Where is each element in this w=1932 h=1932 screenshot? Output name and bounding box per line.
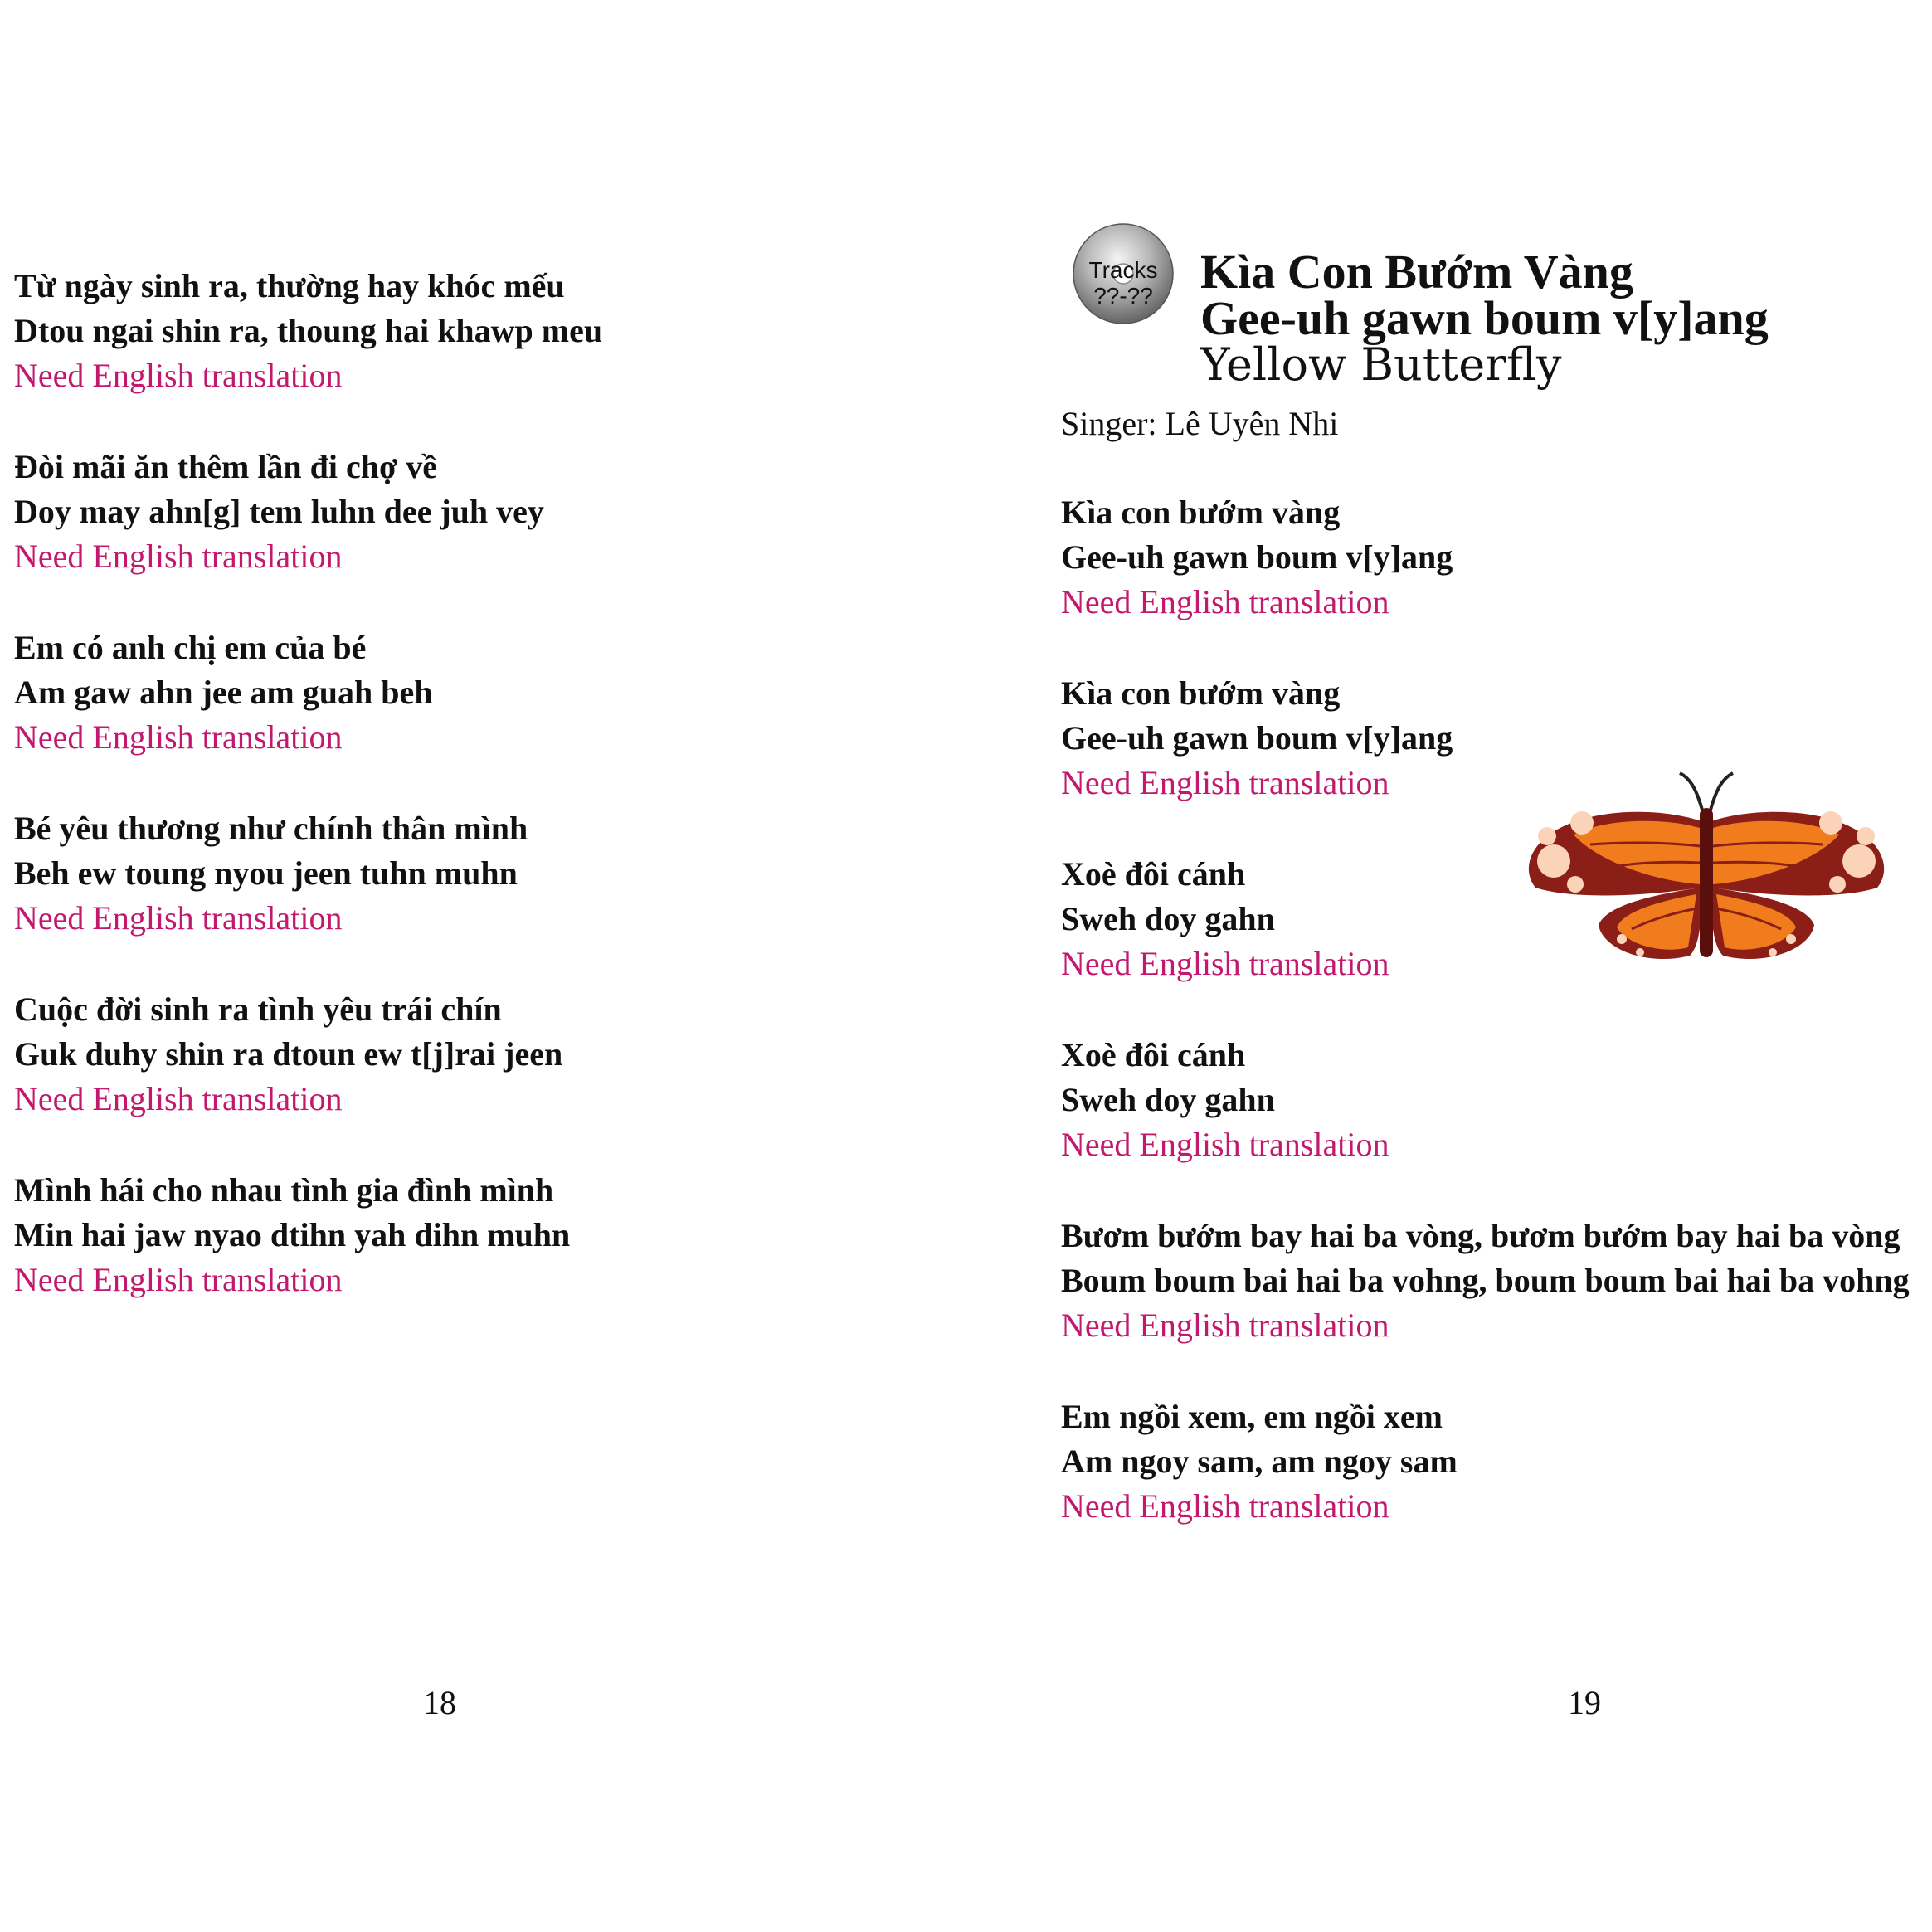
- lyric-stanza: [14, 445, 544, 579]
- translation-line: Need English translation: [1061, 583, 1389, 620]
- translation-line: Need English translation: [1061, 1307, 1389, 1344]
- vietnamese-line: Kìa con bướm vàng: [1061, 494, 1341, 531]
- track-number: ??-??: [1093, 283, 1153, 309]
- song-title-block: [1200, 245, 1769, 391]
- phonetic-line: Beh ew toung nyou jeen tuhn muhn: [14, 854, 518, 892]
- song-title-vietnamese: Kìa Con Bướm Vàng: [1200, 245, 1633, 299]
- cd-disc-icon: [1072, 222, 1175, 325]
- page-number: 18: [423, 1684, 456, 1721]
- translation-line: Need English translation: [14, 1080, 343, 1117]
- vietnamese-line: Đòi mãi ăn thêm lần đi chợ về: [14, 448, 437, 485]
- phonetic-line: Gee-uh gawn boum v[y]ang: [1061, 719, 1453, 757]
- vietnamese-line: Em có anh chị em của bé: [14, 629, 367, 666]
- singer-credit: Singer: Lê Uyên Nhi: [1061, 405, 1339, 442]
- track-label: Tracks: [1088, 257, 1158, 283]
- vietnamese-line: Xoè đôi cánh: [1061, 855, 1246, 893]
- vietnamese-line: Cuộc đời sinh ra tình yêu trái chín: [14, 990, 502, 1028]
- phonetic-line: Doy may ahn[g] tem luhn dee juh vey: [14, 493, 544, 530]
- lyric-stanza: [14, 987, 562, 1122]
- vietnamese-line: Từ ngày sinh ra, thường hay khóc mếu: [14, 267, 565, 304]
- song-title-english: Yellow Butterfly: [1200, 338, 1562, 391]
- translation-line: Need English translation: [14, 357, 343, 394]
- phonetic-line: Min hai jaw nyao dtihn yah dihn muhn: [14, 1216, 571, 1253]
- song-title-phonetic: Gee-uh gawn boum v[y]ang: [1200, 291, 1769, 345]
- vietnamese-line: Bé yêu thương như chính thân mình: [14, 810, 528, 847]
- phonetic-line: Gee-uh gawn boum v[y]ang: [1061, 538, 1453, 576]
- translation-line: Need English translation: [14, 718, 343, 756]
- lyric-stanza: [14, 625, 432, 760]
- phonetic-line: Am ngoy sam, am ngoy sam: [1061, 1443, 1458, 1480]
- phonetic-line: Dtou ngai shin ra, thoung hai khawp meu: [14, 312, 603, 349]
- phonetic-line: Sweh doy gahn: [1061, 900, 1275, 937]
- lyric-stanza: [1061, 1214, 1910, 1348]
- translation-line: Need English translation: [1061, 1126, 1389, 1163]
- butterfly-icon: [1524, 763, 1889, 971]
- vietnamese-line: Mình hái cho nhau tình gia đình mình: [14, 1171, 554, 1209]
- vietnamese-line: Kìa con bướm vàng: [1061, 674, 1341, 712]
- translation-line: Need English translation: [14, 1261, 343, 1298]
- page-number: 19: [1568, 1684, 1601, 1721]
- lyric-stanza: [14, 264, 602, 398]
- lyric-stanza: [14, 806, 528, 941]
- translation-line: Need English translation: [14, 538, 343, 575]
- lyric-stanza: [14, 1168, 570, 1302]
- translation-line: Need English translation: [1061, 945, 1389, 982]
- lyric-stanza: [1061, 490, 1453, 625]
- vietnamese-line: Bươm bướm bay hai ba vòng, bươm bướm bay hai ba vòng: [1061, 1217, 1900, 1254]
- vietnamese-line: Em ngồi xem, em ngồi xem: [1061, 1398, 1443, 1435]
- translation-line: Need English translation: [1061, 1487, 1389, 1525]
- phonetic-line: Am gaw ahn jee am guah beh: [14, 674, 433, 711]
- phonetic-line: Guk duhy shin ra dtoun ew t[j]rai jeen: [14, 1035, 563, 1073]
- right-page: [1047, 0, 1932, 1932]
- lyric-stanza: [1061, 1033, 1389, 1167]
- phonetic-line: Boum boum bai hai ba vohng, boum boum bai hai ba vohng: [1061, 1262, 1910, 1299]
- vietnamese-line: Xoè đôi cánh: [1061, 1036, 1246, 1073]
- lyric-stanza: [1061, 852, 1389, 986]
- translation-line: Need English translation: [1061, 764, 1389, 801]
- lyric-stanza: [1061, 671, 1453, 805]
- translation-line: Need English translation: [14, 899, 343, 937]
- lyric-stanza: [1061, 1394, 1458, 1529]
- phonetic-line: Sweh doy gahn: [1061, 1081, 1275, 1118]
